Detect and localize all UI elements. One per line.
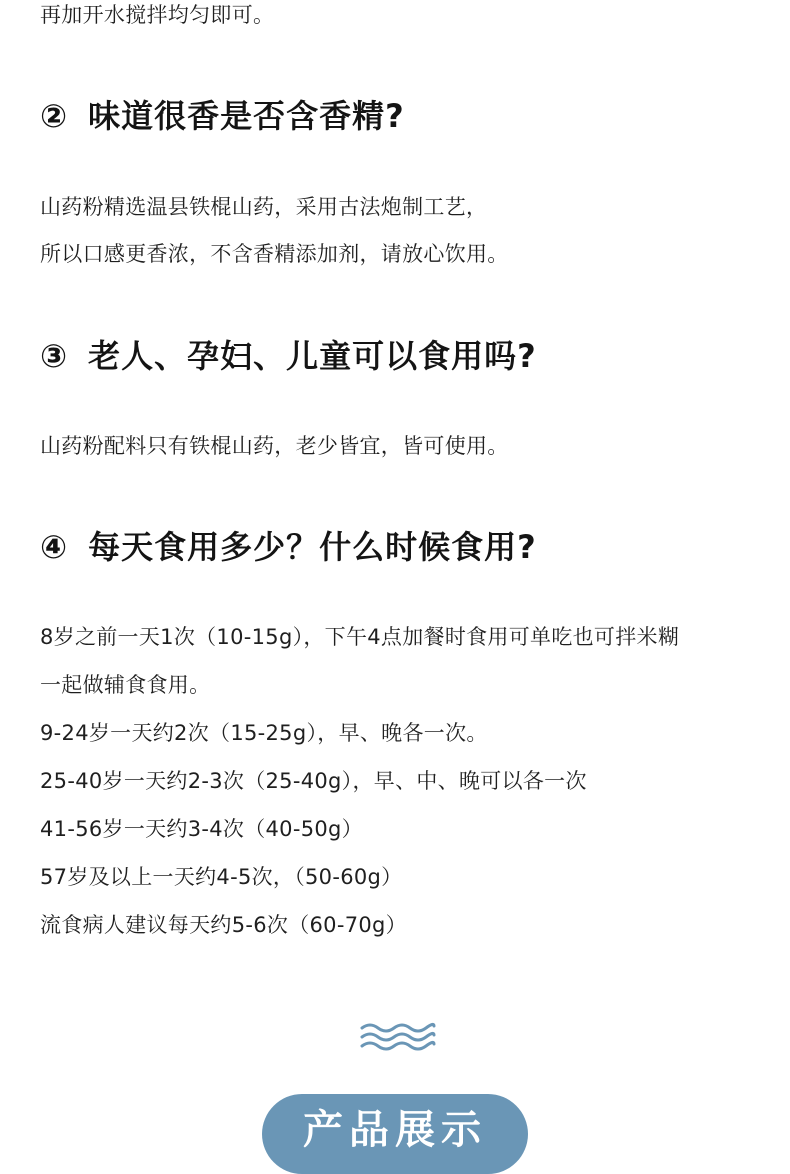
section-2-line-2: 所以口感更香浓，不含香精添加剂，请放心饮用。 — [40, 242, 509, 266]
section-4-line-5: 41-56岁一天约3-4次（40-50g） — [40, 817, 363, 841]
section-heading-3 — [40, 336, 537, 376]
section-title: 味道很香是否含香精? — [88, 97, 405, 135]
section-4-line-1: 8岁之前一天1次（10-15g），下午4点加餐时食用可单吃也可拌米糊 — [40, 625, 680, 649]
product-display-button[interactable] — [262, 1094, 528, 1174]
section-heading-4 — [40, 527, 537, 567]
section-4-line-2: 一起做辅食食用。 — [40, 673, 211, 697]
section-number: ④ — [40, 528, 69, 566]
section-title: 老人、孕妇、儿童可以食用吗? — [88, 337, 537, 375]
section-number: ② — [40, 97, 69, 135]
section-4-line-6: 57岁及以上一天约4-5次，（50-60g） — [40, 865, 403, 889]
section-4-line-4: 25-40岁一天约2-3次（25-40g），早、中、晚可以各一次 — [40, 769, 587, 793]
section-number: ③ — [40, 337, 69, 375]
top-text: 再加开水搅拌均匀即可。 — [40, 3, 275, 27]
section-4-line-3: 9-24岁一天约2次（15-25g），早、晚各一次。 — [40, 721, 488, 745]
section-3-line-1: 山药粉配料只有铁棍山药，老少皆宜，皆可使用。 — [40, 434, 509, 458]
section-heading-2 — [40, 96, 405, 136]
product-display-label: 产品展示 — [303, 1107, 487, 1153]
section-4-line-7: 流食病人建议每天约5-6次（60-70g） — [40, 913, 407, 937]
section-2-line-1: 山药粉精选温县铁棍山药，采用古法炮制工艺， — [40, 195, 488, 219]
waves-icon — [358, 1020, 438, 1052]
section-title: 每天食用多少？什么时候食用? — [88, 528, 537, 566]
